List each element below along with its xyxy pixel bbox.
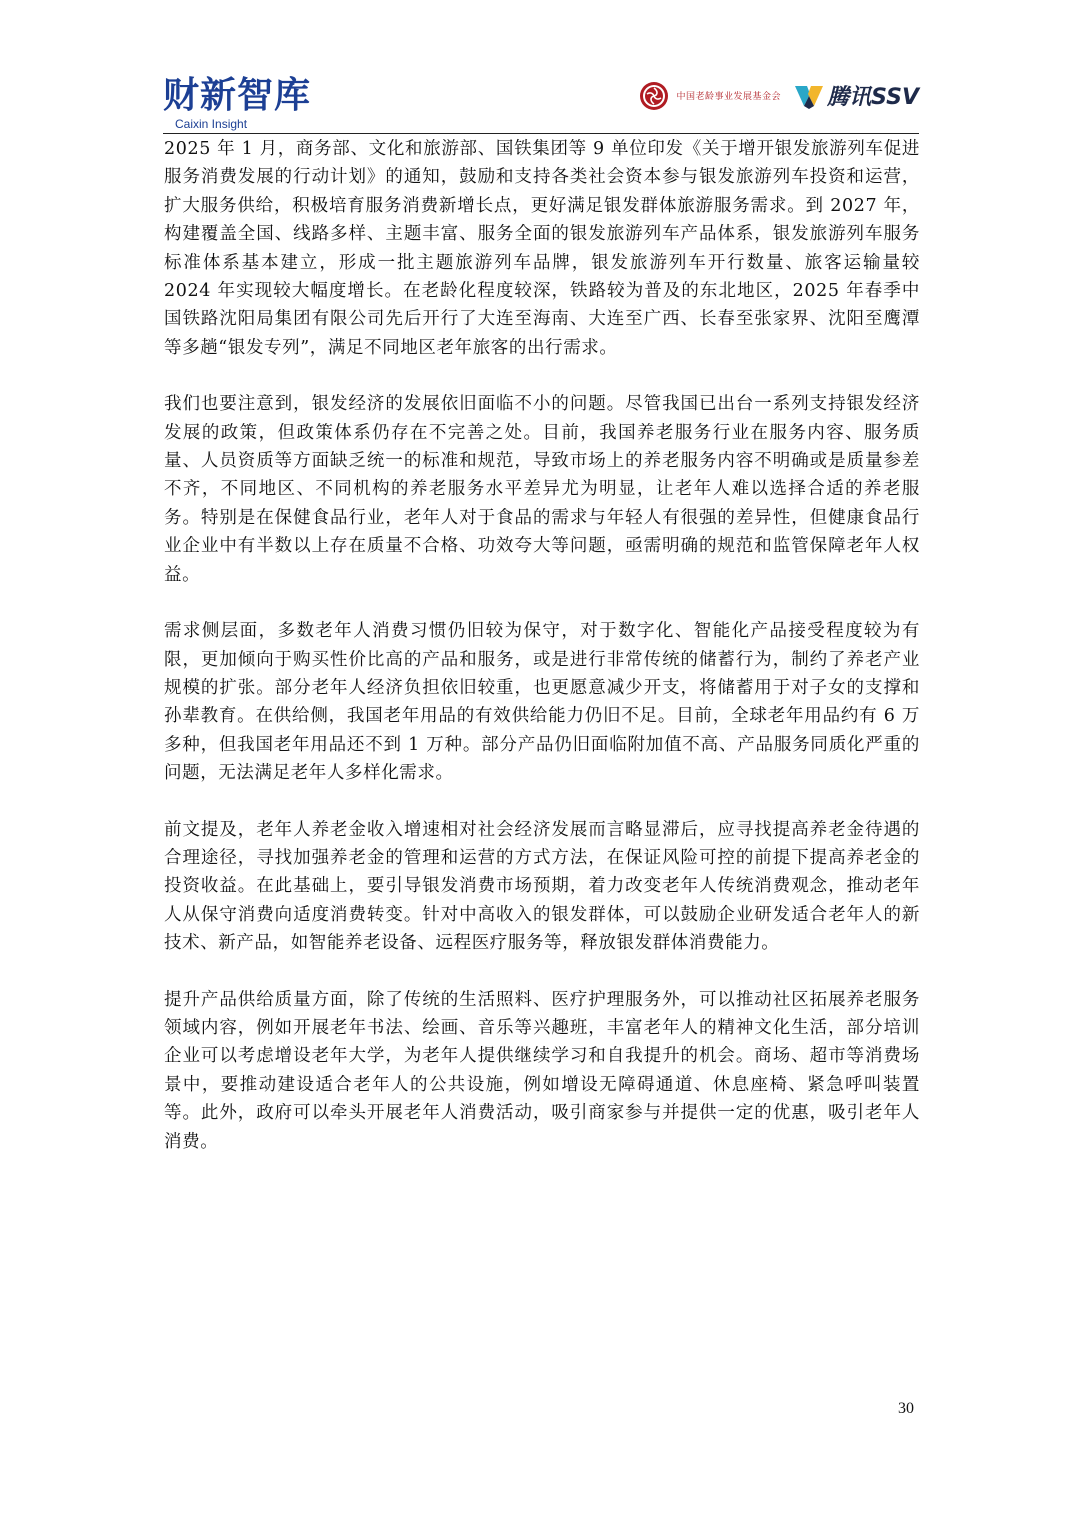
paragraph: 我们也要注意到，银发经济的发展依旧面临不小的问题。尽管我国已出台一系列支持银发经济发展的政策，但政策体系仍存在不完善之处。目前，我国养老服务行业在服务内容、服务质量、人员资质等方面缺乏统一的标准和规范，导致市场上的养老服务内容不明确或是质量参差不齐，不同地区、不同机构的养老服务水平差异尤为明显，让老年人难以选择合适的养老服务。特别是在保健食品行业，老年人对于食品的需求与年轻人有很强的差异性，但健康食品行业企业中有半数以上存在质量不合格、功效夸大等问题，亟需明确的规范和监管保障老年人权益。 (164, 394, 920, 585)
page-header (163, 72, 919, 134)
caixin-logo (163, 76, 311, 131)
partner-logos (639, 80, 919, 111)
foundation-name: 中国老龄事业发展基金会 (676, 92, 782, 102)
paragraph: 前文提及，老年人养老金收入增速相对社会经济发展而言略显滞后，应寻找提高养老金待遇的合理途径，寻找加强养老金的管理和运营的方式方法，在保证风险可控的前提下提高养老金的投资收益。在此基础上，要引导银发消费市场预期，着力改变老年人传统消费观念，推动老年人从保守消费向适度消费转变。针对中高收入的银发群体，可以鼓励企业研发适合老年人的新技术、新产品，如智能养老设备、远程医疗服务等，释放银发群体消费能力。 (164, 819, 920, 954)
brand-title: 财新智库 (163, 75, 312, 116)
paragraph: 提升产品供给质量方面，除了传统的生活照料、医疗护理服务外，可以推动社区拓展养老服务领域内容，例如开展老年书法、绘画、音乐等兴趣班，丰富老年人的精神文化生活，部分培训企业可以考虑增设老年大学，为老年人提供继续学习和自我提升的机会。商场、超市等消费场景中，要推动建设适合老年人的公共设施，例如增设无障碍通道、休息座椅、紧急呼叫装置等。此外，政府可以牵头开展老年人消费活动，吸引商家参与并提供一定的优惠，吸引老年人消费。 (164, 989, 920, 1152)
tencent-ssv-brand: 腾讯SSV (827, 85, 919, 110)
header-divider (163, 133, 919, 134)
brand-subtitle: Caixin Insight (175, 117, 248, 131)
foundation-emblem-icon (639, 81, 669, 111)
body-content (164, 135, 920, 1184)
tencent-ssv-mark-icon (793, 82, 825, 110)
paragraph: 需求侧层面，多数老年人消费习惯仍旧较为保守，对于数字化、智能化产品接受程度较为有限，更加倾向于购买性价比高的产品和服务，或是进行非常传统的储蓄行为，制约了养老产业规模的扩张。部分老年人经济负担依旧较重，也更愿意减少开支，将储蓄用于对子女的支撑和孙辈教育。在供给侧，我国老年用品的有效供给能力仍旧不足。目前，全球老年用品约有 6 万多种，但我国老年用品还不到 1 万种。部分产品仍旧面临附加值不高、产品服务同质化严重的问题，无法满足老年人多样化需求。 (164, 621, 920, 784)
paragraph: 2025 年 1 月，商务部、文化和旅游部、国铁集团等 9 单位印发《关于增开银发旅游列车促进服务消费发展的行动计划》的通知，鼓励和支持各类社会资本参与银发旅游列车投资和运营，扩大服务供给，积极培育服务消费新增长点，更好满足银发群体旅游服务需求。到 2027 年，构建覆盖全国、线路多样、主题丰富、服务全面的银发旅游列车产品体系，银发旅游列车服务标准体系基本建立，形成一批主题旅游列车品牌，银发旅游列车开行数量、旅客运输量较 2024 年实现较大幅度增长。在老龄化程度较深，铁路较为普及的东北地区，2025 年春季中国铁路沈阳局集团有限公司先后开行了大连至海南、大连至广西、长春至张家界、沈阳至鹰潭等多趟“银发专列”，满足不同地区老年旅客的出行需求。 (164, 139, 920, 358)
page-number: 30 (898, 1400, 914, 1417)
